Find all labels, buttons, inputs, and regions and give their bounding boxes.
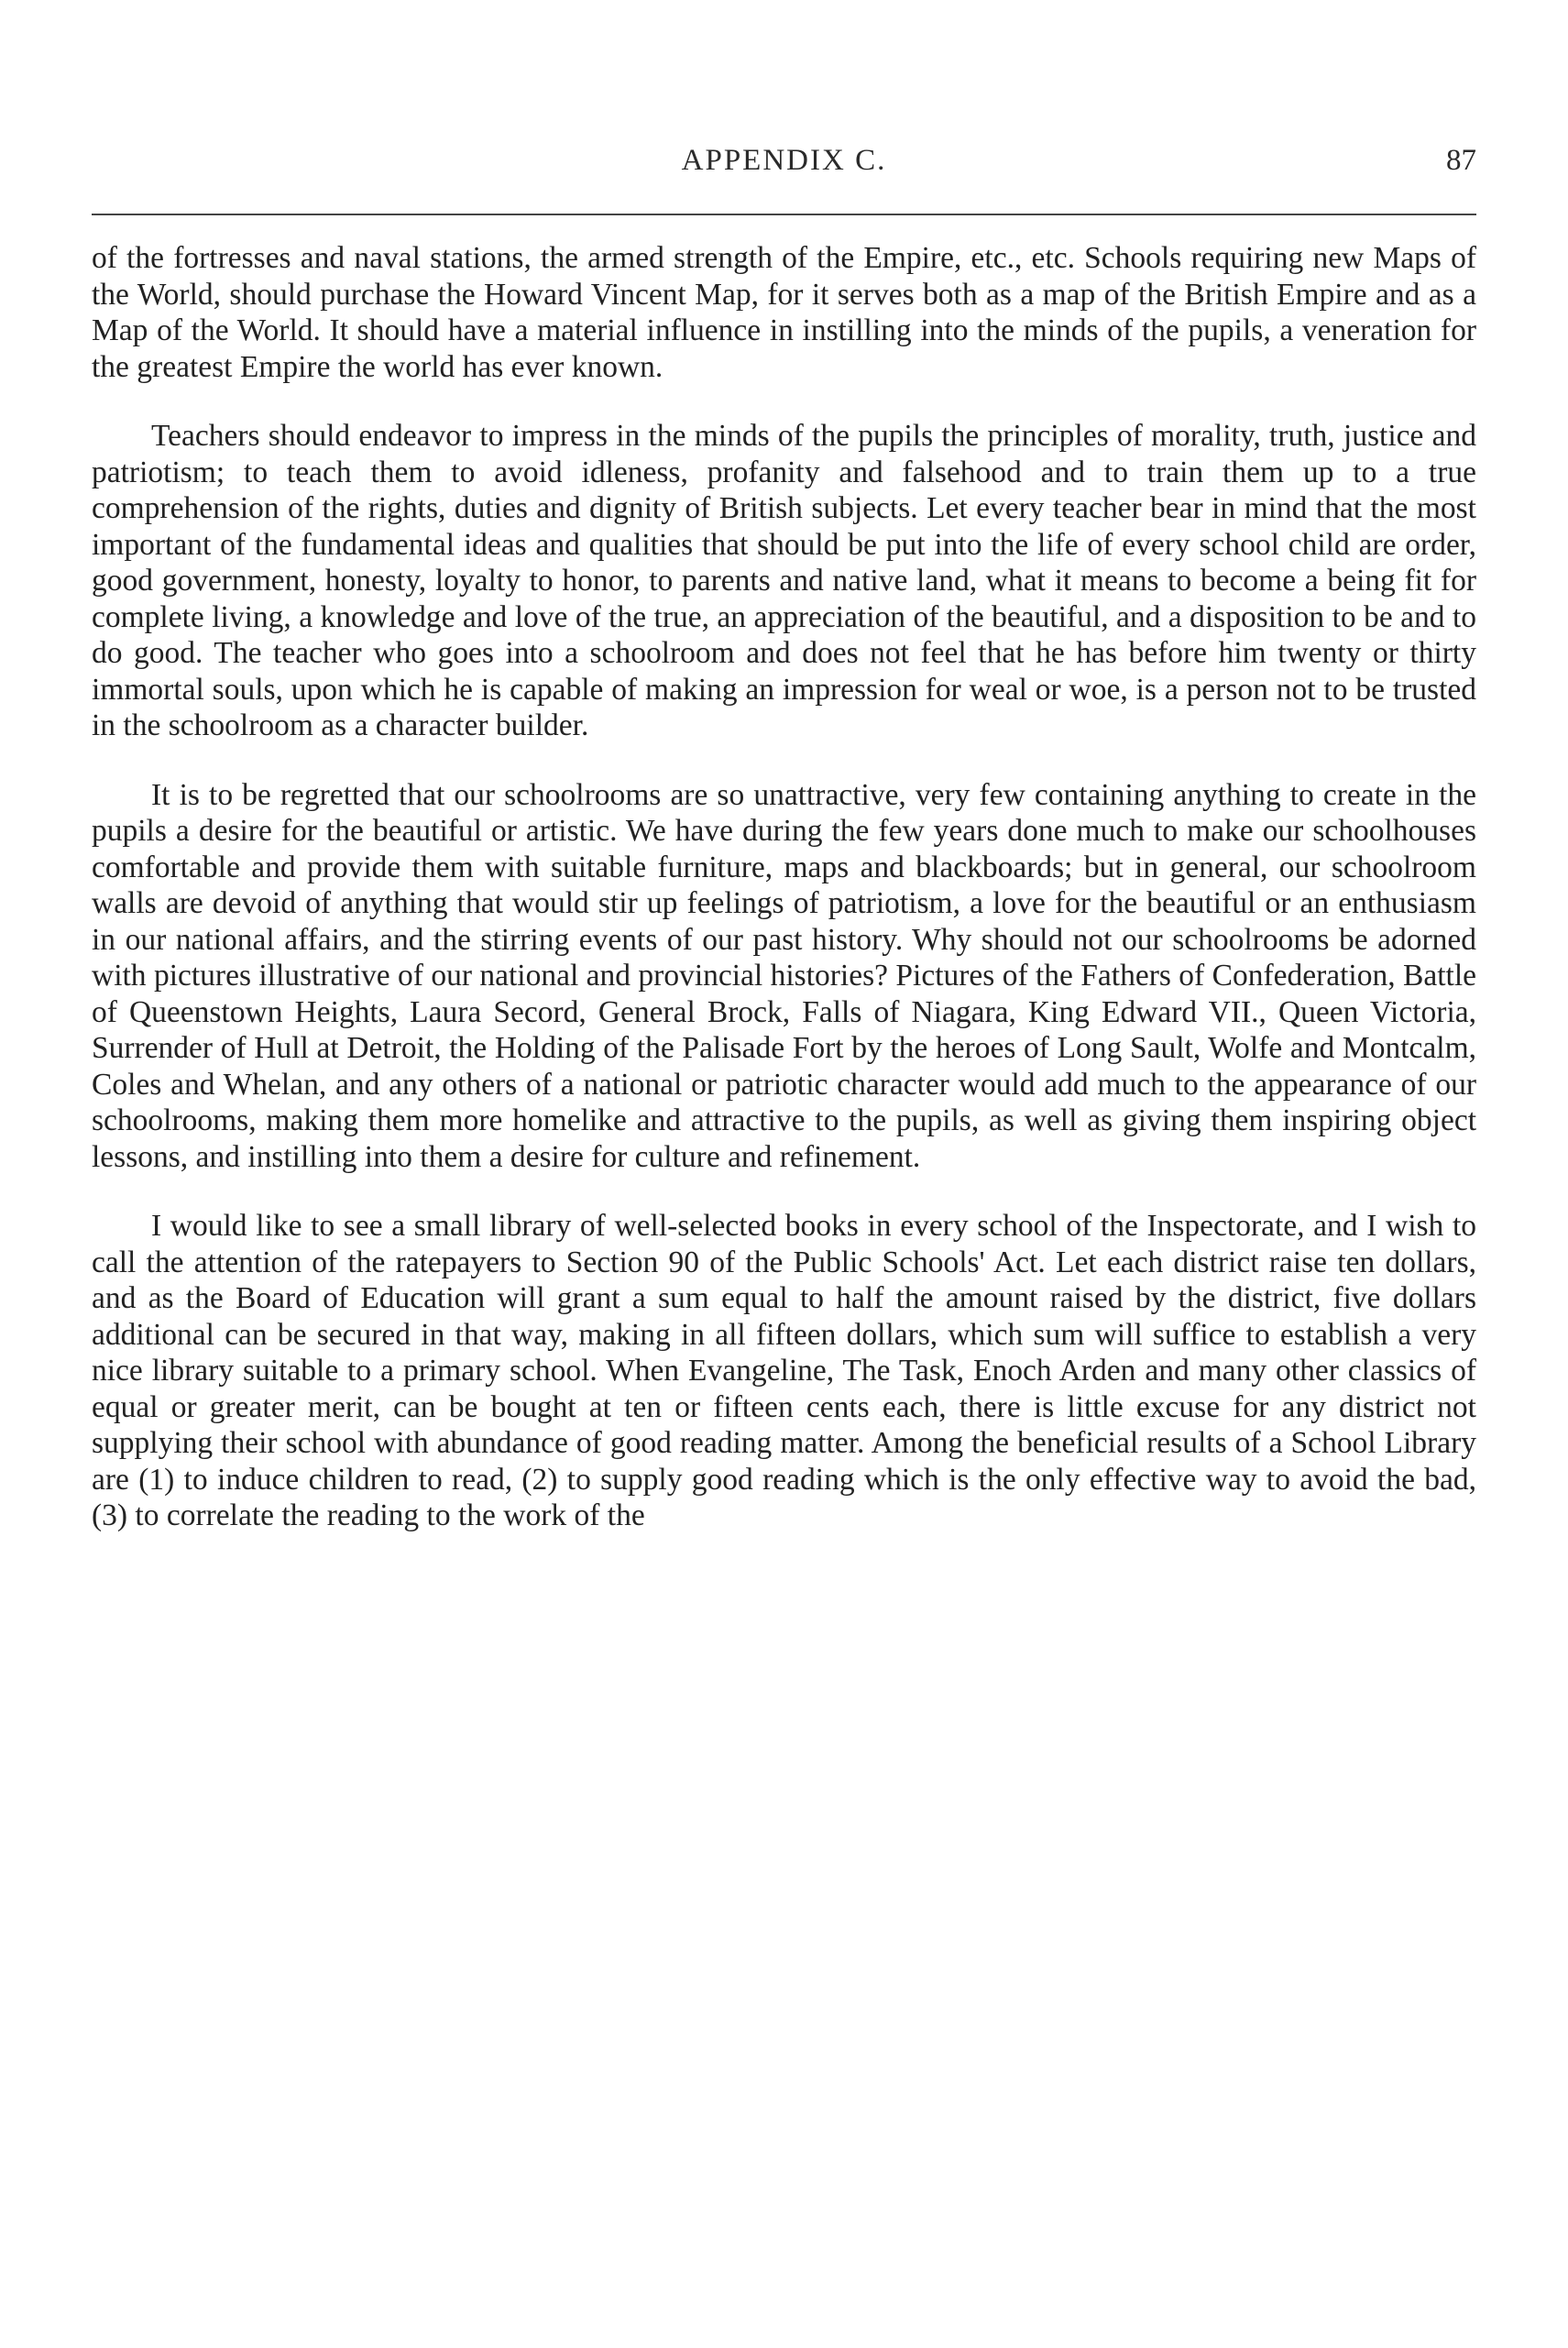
running-head: [92, 137, 1476, 183]
paragraph-library: I would like to see a small library of well-selected books in every school of the Inspectorate, and I wish to call the attention of the ratepayers to Section 90 of the Public Schools' Act. Let each district raise ten dollars, and as the Board of Education will grant a sum equal to half the amount raised by the district, five dollars additional can be secured in that way, making in all fifteen dollars, which sum will suffice to establish a very nice library suitable to a primary school. When Evangeline, The Task, Enoch Arden and many other classics of equal or greater merit, can be bought at ten or fifteen cents each, there is little excuse for any district not supplying their school with abundance of good reading matter. Among the beneficial results of a School Library are (1) to induce children to read, (2) to supply good reading which is the only effective way to avoid the bad, (3) to correlate the reading to the work of the: [92, 1209, 1476, 1532]
page-number: 87: [1446, 144, 1476, 177]
body-text: [92, 240, 1476, 1567]
paragraph-continuation: of the fortresses and naval stations, the armed strength of the Empire, etc., etc. Schools requiring new Maps of the World, should purchase the Howard Vincent Map, for it serves both as a map of the British Empire and as a Map of the World. It should have a material influence in instilling into the minds of the pupils, a veneration for the greatest Empire the world has ever known.: [92, 241, 1476, 384]
header-rule: [92, 214, 1476, 215]
paragraph-schoolrooms: It is to be regretted that our schoolrooms are so unattractive, very few containing anything to create in the pupils a desire for the beautiful or artistic. We have during the few years done much to make our schoolhouses comfortable and provide them with suitable furniture, maps and blackboards; but in general, our schoolroom walls are devoid of anything that would stir up feelings of patriotism, a love for the beautiful or an enthusiasm in our national affairs, and the stirring events of our past history. Why should not our schoolrooms be adorned with pictures illustrative of our national and provincial histories? Pictures of the Fathers of Confederation, Battle of Queenstown Heights, Laura Secord, General Brock, Falls of Niagara, King Edward VII., Queen Victoria, Surrender of Hull at Detroit, the Holding of the Palisade Fort by the heroes of Long Sault, Wolfe and Montcalm, Coles and Whelan, and any others of a national or patriotic character would add much to the appearance of our schoolrooms, making them more homelike and attractive to the pupils, as well as giving them inspiring object lessons, and instilling into them a desire for culture and refinement.: [92, 777, 1476, 1174]
running-head-title: APPENDIX C.: [681, 144, 887, 177]
paragraph-teachers: Teachers should endeavor to impress in the minds of the pupils the principles of morality, truth, justice and patriotism; to teach them to avoid idleness, profanity and falsehood and to train them up to a true comprehension of the rights, duties and dignity of British subjects. Let every teacher bear in mind that the most important of the fundamental ideas and qualities that should be put into the life of every school child are order, good government, honesty, loyalty to honor, to parents and native land, what it means to become a being fit for complete living, a knowledge and love of the true, an appreciation of the beautiful, and a disposition to be and to do good. The teacher who goes into a schoolroom and does not feel that he has before him twenty or thirty immortal souls, upon which he is capable of making an impression for weal or woe, is a person not to be trusted in the schoolroom as a character builder.: [92, 419, 1476, 742]
